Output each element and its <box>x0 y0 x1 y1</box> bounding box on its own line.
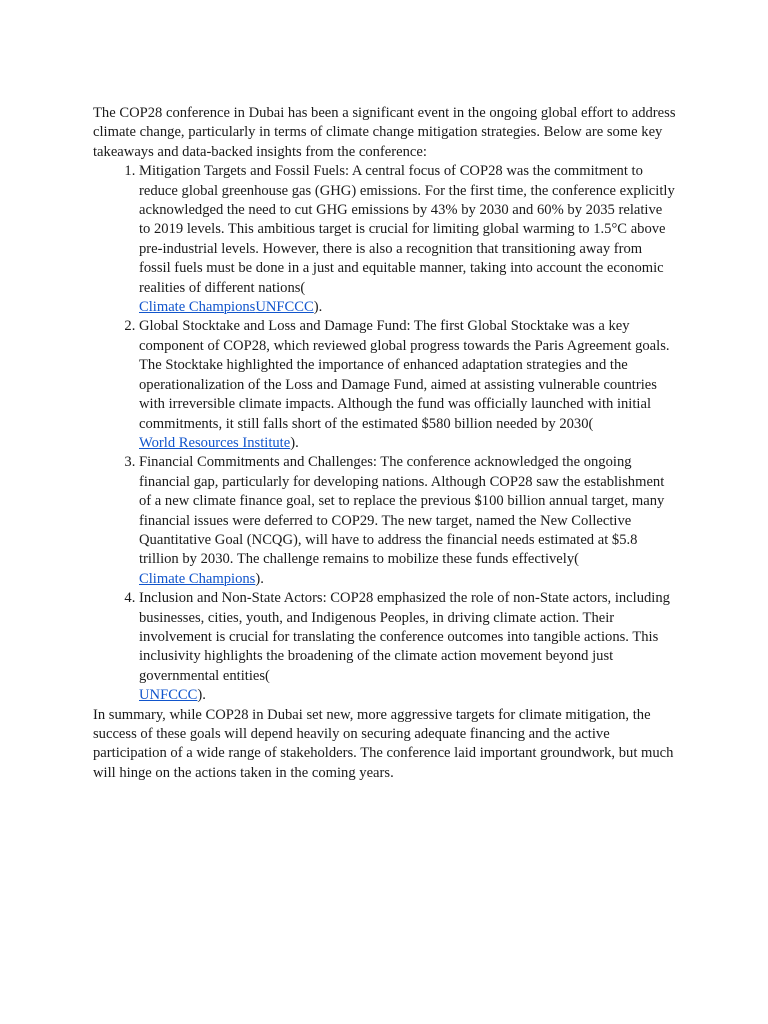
source-citation <box>139 570 677 589</box>
list-item-text: Inclusion and Non-State Actors: COP28 emphasized the role of non-State actors, including businesses, cities, youth, and Indigenous Peoples, in driving climate action. Their involvement is crucial for translating the conference outcomes into tangible actions. This inclusivity highlights the broadening of the climate action movement beyond just governmental entities( <box>139 590 670 684</box>
list-item <box>139 162 677 317</box>
source-link[interactable]: Climate Champions <box>139 299 256 316</box>
document-page <box>93 104 677 783</box>
intro-paragraph: The COP28 conference in Dubai has been a significant event in the ongoing global effort to address climate change, particularly in terms of climate change mitigation strategies. Below are some key takeaways and data-backed insights from the conference: <box>93 105 676 160</box>
source-citation <box>139 686 677 705</box>
list-item-text: Mitigation Targets and Fossil Fuels: A central focus of COP28 was the commitment to reduce global greenhouse gas (GHG) emissions. For the first time, the conference explicitly acknowledged the need to cut GHG emissions by 43% by 2030 and 60% by 2035 relative to 2019 levels. This ambitious target is crucial for limiting global warming to 1.5°C above pre-industrial levels. However, there is also a recognition that transitioning away from fossil fuels must be done in a just and equitable manner, taking into account the economic realities of different nations( <box>139 163 675 296</box>
citation-close: ). <box>313 299 323 316</box>
source-link[interactable]: Climate Champions <box>139 570 256 587</box>
list-item-text: Global Stocktake and Loss and Damage Fund: The first Global Stocktake was a key component of COP28, which reviewed global progress towards the Paris Agreement goals. The Stocktake highlighted the importance of enhanced adaptation strategies and the operationalization of the Loss and Damage Fund, aimed at assisting vulnerable countries with irreversible climate impacts. Although the fund was officially launched with initial commitments, it still falls short of the estimated $580 billion needed by 2030( <box>139 318 670 432</box>
list-item <box>139 317 677 453</box>
summary-paragraph: In summary, while COP28 in Dubai set new, more aggressive targets for climate mitigation, the success of these goals will depend heavily on securing adequate financing and the active participation of a wide range of stakeholders. The conference laid important groundwork, but much will hinge on the actions taken in the coming years. <box>93 706 674 781</box>
list-item <box>139 453 677 589</box>
takeaways-list <box>93 162 677 705</box>
citation-close: ). <box>290 434 299 451</box>
citation-close: ). <box>255 570 264 587</box>
source-link[interactable]: UNFCCC <box>255 299 314 316</box>
citation-close: ). <box>197 687 206 704</box>
list-item <box>139 589 677 705</box>
source-link[interactable]: World Resources Institute <box>139 434 291 451</box>
list-item-text: Financial Commitments and Challenges: The conference acknowledged the ongoing financial gap, particularly for developing nations. Although COP28 saw the establishment of a new climate finance goal, set to replace the previous $100 billion annual target, many financial issues were deferred to COP29. The new target, named the New Collective Quantitative Goal (NCQG), will have to address the financial needs estimated at $5.8 trillion by 2030. The challenge remains to mobilize these funds effectively( <box>139 454 665 568</box>
source-citation <box>139 298 677 317</box>
source-citation <box>139 434 677 453</box>
source-link[interactable]: UNFCCC <box>139 687 198 704</box>
